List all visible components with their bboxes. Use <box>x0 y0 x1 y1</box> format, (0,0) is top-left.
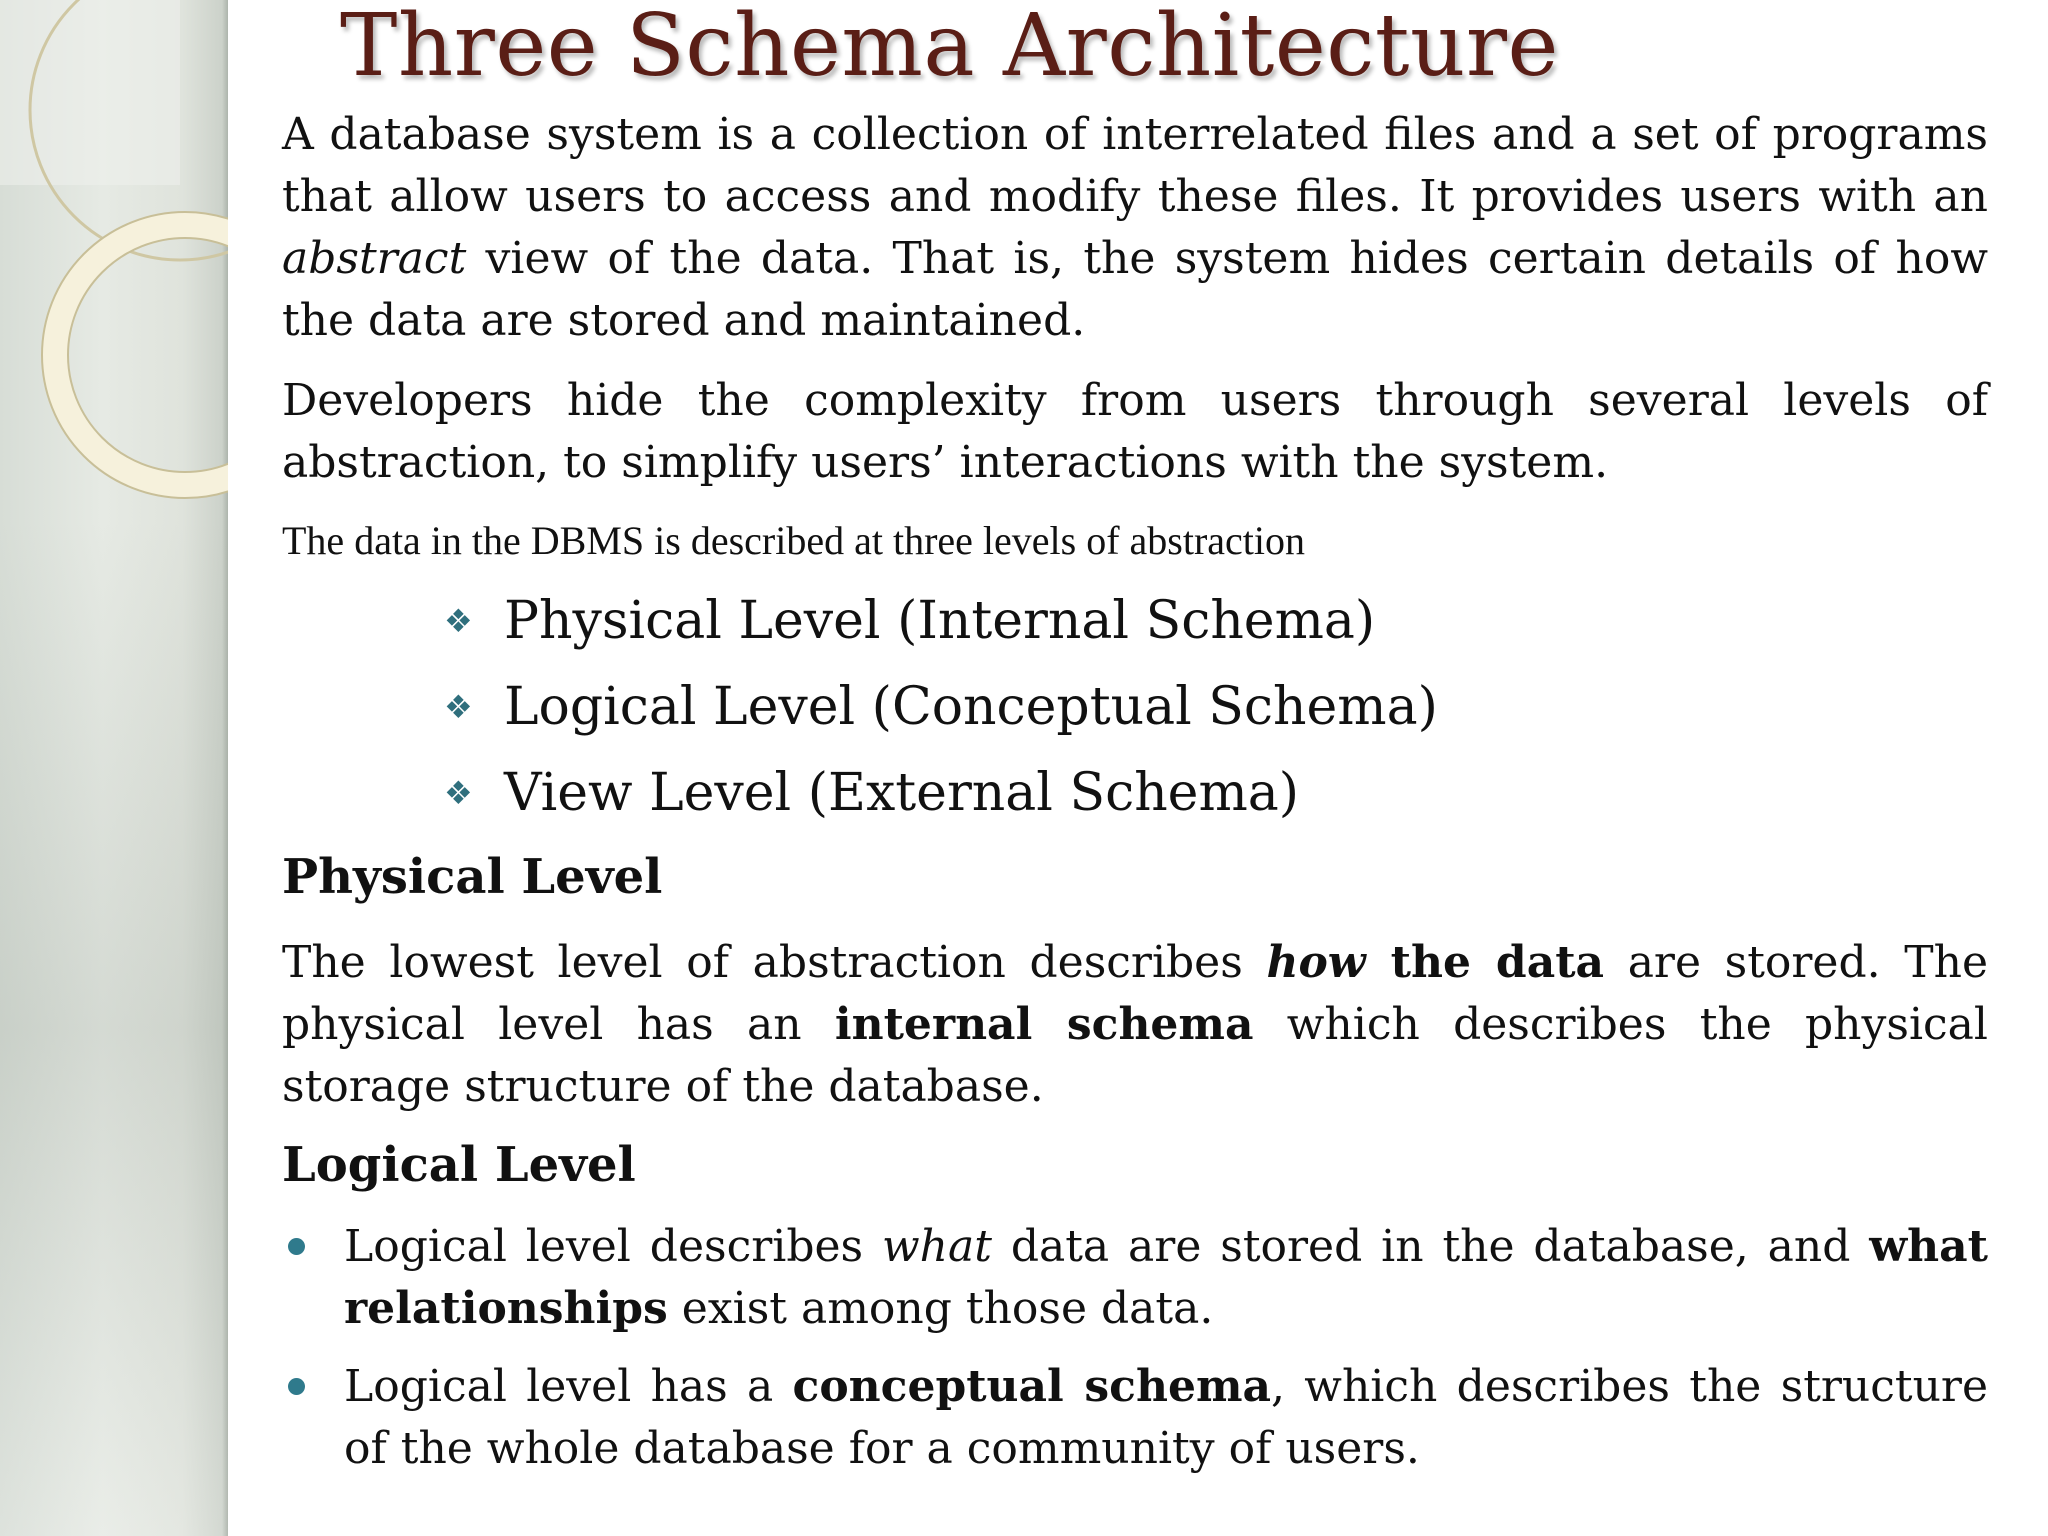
dot-bullet-icon <box>288 1378 305 1395</box>
physical-level-heading: Physical Level <box>282 849 663 905</box>
diamond-bullet-icon: ❖ <box>444 774 473 812</box>
decorative-rings <box>0 0 228 520</box>
diamond-bullet-icon: ❖ <box>444 602 473 640</box>
emphasis-abstract: abstract <box>282 233 467 284</box>
physical-level-paragraph: The lowest level of abstraction describes how the data are stored. The physical level has an internal schema which describes the physical storage structure of the database. <box>282 937 1988 1112</box>
logical-item-text: Logical level has a conceptual schema, which describes the structure of the whole database for a community of users. <box>344 1361 1988 1474</box>
logical-level-heading: Logical Level <box>282 1137 636 1193</box>
level-label: View Level (External Schema) <box>504 763 1300 823</box>
intro-paragraph-1: A database system is a collection of interrelated files and a set of programs that allow users to access and modify these files. It provides users with an abstract view of the data. That is, the system hides certain details of how the data are stored and maintained. <box>282 109 1988 346</box>
dot-bullet-icon <box>288 1238 305 1255</box>
intro-paragraph-2: Developers hide the complexity from users through several levels of abstraction, to simplify users’ interactions with the system. <box>282 375 1988 488</box>
logical-item-text: Logical level describes what data are stored in the database, and what relationships exist among those data. <box>344 1221 1988 1334</box>
intro-paragraph-3: The data in the DBMS is described at three levels of abstraction <box>282 518 1306 563</box>
slide-title: Three Schema Architecture <box>340 0 1559 96</box>
level-label: Physical Level (Internal Schema) <box>504 591 1376 651</box>
decorative-sidebar <box>0 0 228 1536</box>
sidebar-shade <box>0 520 228 1536</box>
diamond-bullet-icon: ❖ <box>444 688 473 726</box>
level-label: Logical Level (Conceptual Schema) <box>504 677 1438 737</box>
